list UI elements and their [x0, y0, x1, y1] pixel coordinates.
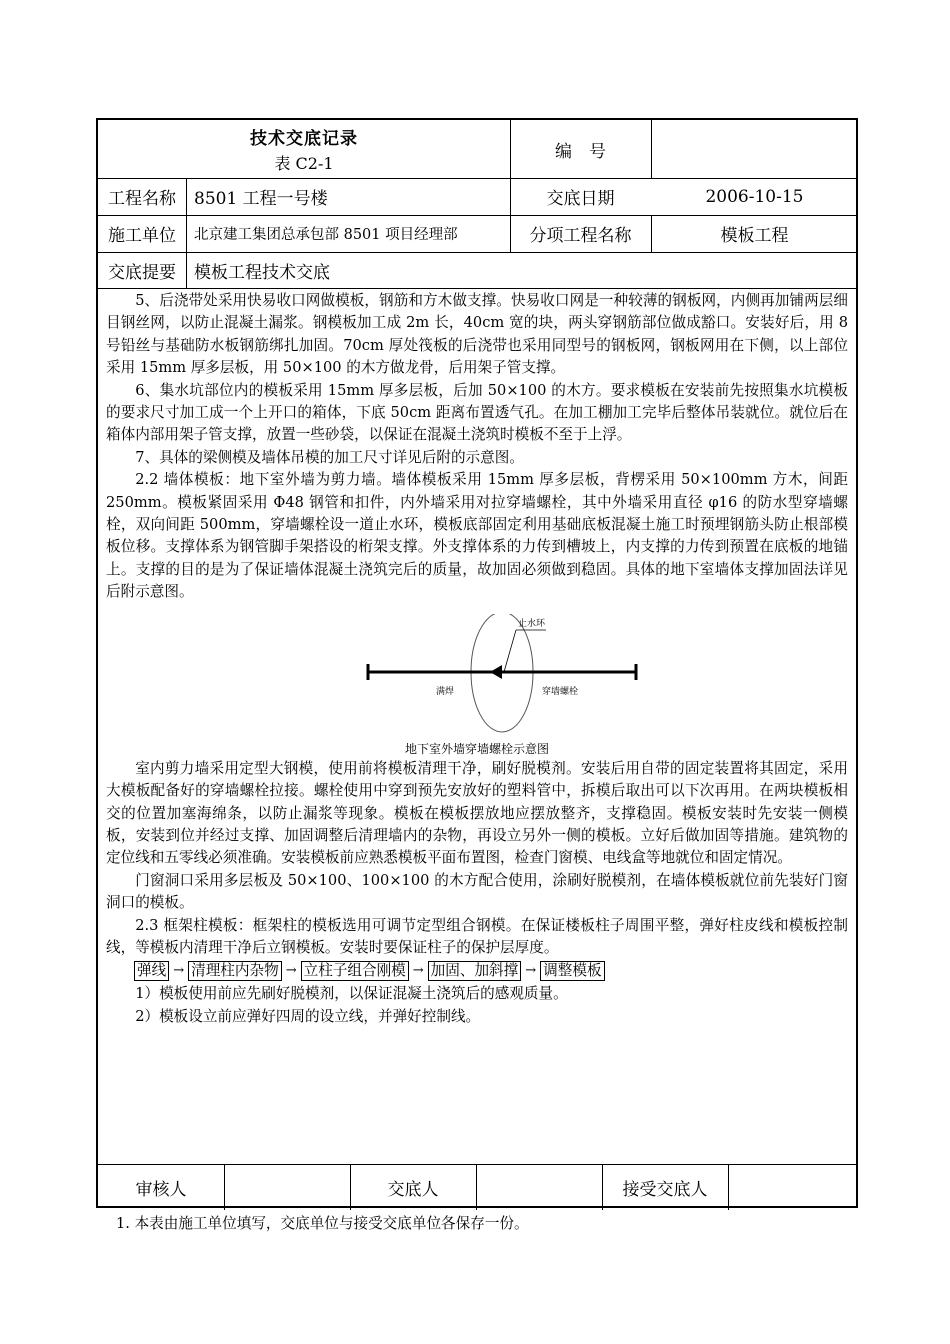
flow-arrow-icon: →: [285, 963, 297, 979]
reviewer-value: [224, 1164, 350, 1210]
reviewer-label: 审核人: [135, 1179, 187, 1200]
summary-label: 交底提要: [108, 262, 176, 283]
form-number: 表 C2-1: [274, 154, 334, 173]
serial-value: [651, 120, 858, 178]
flow-step: 清理柱内杂物: [188, 961, 282, 981]
flow-arrow-icon: →: [412, 963, 424, 979]
record-title-block: [98, 120, 510, 178]
flow-arrow-icon: →: [173, 963, 185, 979]
flow-step: 调整模板: [540, 961, 604, 981]
flow-arrow-icon: →: [525, 963, 537, 979]
leader-line: [504, 630, 516, 672]
paragraph-interior-shear-wall: 室内剪力墙采用定型大钢模，使用前将模板清理干净，刷好脱模剂。安装后用自带的固定装置将其固定，采用大模板配备好的穿墙螺栓拉接。螺栓使用中穿到预先安放好的塑料管中，拆模后取出可以下次再用。在两块模板相交的位置加塞海绵条，以防止漏浆等现象。模板在模板摆放地应摆放整齐，支撑稳固。模板安装时先安装一侧模板，安装到位并经过支撑、加固调整后清理墙内的杂物，再设立另外一侧的模板。立好后做加固等措施。建筑物的定位线和五零线必须准确。安装模板前应熟悉模板平面布置图，检查门窗模、电线盒等地就位和固定情况。: [106, 759, 848, 867]
subitem-value: 模板工程: [720, 226, 789, 246]
paragraph-sump-pit: 6、集水坑部位内的模板采用 15mm 厚多层板，后加 50×100 的木方。要求模板在安装前先按照集水坑模板的要求尺寸加工成一个上开口的箱体，下底 50cm 距离布置透气孔。在加工棚加工完毕后整体吊装就位。就位后在箱体内部用架子管支撑，放置一些砂袋，以保证在混凝土浇筑时模板不至于上浮。: [106, 381, 848, 444]
flow-step: 弹线: [134, 961, 169, 981]
paragraph-column-formwork: 2.3 框架柱模板：框架柱的模板选用可调节定型组合钢模。在保证楼板柱子周围平整，弹好柱皮线和模板控制线，等模板内清理干净后立钢模板。安装时要保证柱子的保护层厚度。: [106, 916, 848, 956]
process-flow: [134, 959, 848, 983]
date-value: 2006-10-15: [705, 186, 804, 207]
paragraph-door-window-openings: 门窗洞口采用多层板及 50×100、100×100 的木方配合使用，涂刷好脱模剂，在墙体模板就位前先装好门窗洞口的模板。: [106, 871, 848, 912]
discloser-label: 交底人: [387, 1179, 439, 1200]
subitem-label: 分项工程名称: [529, 226, 632, 246]
wall-bolt-figure: [106, 614, 848, 742]
unit-label: 施工单位: [108, 226, 176, 246]
paragraph-post-pour-strip: 5、后浇带处采用快易收口网做模板，钢筋和方木做支撑。快易收口网是一种较薄的钢板网，内侧再加铺两层细目钢丝网，以防止混凝土漏浆。钢模板加工成 2m 长，40cm 宽的块，两头穿钢筋部位做成豁口。安装好后，用 8 号铅丝与基础防水板钢筋绑扎加固。70cm 厚处筏板的后浇带也采用同型号的钢板网，钢板网用在下侧，以上部位采用 15mm 厚多层板，用 50×100 的木方做龙骨，后用架子管支撑。: [106, 292, 848, 377]
label-water-stop-ring: 止水环: [518, 618, 546, 629]
disclosure-record-table: [96, 118, 858, 1208]
note-item-1: 1）模板使用前应先刷好脱模剂，以保证混凝土浇筑后的感观质量。: [135, 985, 568, 1003]
row-divider: [98, 288, 856, 289]
note-item-2: 2）模板设立前应弹好四周的设立线，并弹好控制线。: [135, 1007, 481, 1025]
label-wall-bolt: 穿墙螺栓: [542, 686, 579, 697]
label-full-weld: 满焊: [436, 686, 455, 697]
unit-value: 北京建工集团总承包部 8501 项目经理部: [194, 227, 458, 243]
paragraph-wall-formwork: 2.2 墙体模板：地下室外墙为剪力墙。墙体模板采用 15mm 厚多层板，背楞采用 50×100mm 方木，间距 250mm。模板紧固采用 Φ48 钢管和扣件，内外墙采用对拉穿墙螺栓，其中外墙采用直径 φ16 的防水型穿墙螺栓，双向间距 500mm，穿墙螺栓设一道止水环，模板底部固定利用基础底板混凝土施工时预埋钢筋头防止根部模板位移。支撑体系为钢管脚手架搭设的桁架支撑。外支撑体系的力传到槽坡上，内支撑的力传到预置在底板的地锚上。支撑的目的是为了保证墙体混凝土浇筑完后的质量，故加固必须做到稳固。具体的地下室墙体支撑加固法详见后附示意图。: [106, 471, 848, 601]
paragraph-beam-formwork: 7、具体的梁侧模及墙体吊模的加工尺寸详见后附的示意图。: [135, 448, 524, 466]
flow-step: 加固、加斜撑: [428, 961, 522, 981]
receiver-value: [728, 1164, 856, 1210]
record-title: 技术交底记录: [250, 129, 358, 149]
figure-caption: 地下室外墙穿墙螺栓示意图: [404, 741, 549, 756]
summary-value: 模板工程技术交底: [194, 262, 330, 283]
discloser-value: [476, 1164, 602, 1210]
flow-step: 立柱子组合刚模: [301, 961, 409, 981]
project-name-value: 8501 工程一号楼: [194, 189, 328, 209]
wall-bolt-diagram: [106, 614, 852, 742]
receiver-label: 接受交底人: [622, 1179, 708, 1200]
project-name-label: 工程名称: [108, 189, 176, 209]
water-stop-ring-shape: [490, 665, 502, 679]
serial-label: 编 号: [555, 141, 606, 162]
date-label: 交底日期: [546, 189, 615, 209]
footnote: 1. 本表由施工单位填写，交底单位与接受交底单位各保存一份。: [116, 1215, 529, 1232]
disclosure-content: [106, 290, 848, 1028]
